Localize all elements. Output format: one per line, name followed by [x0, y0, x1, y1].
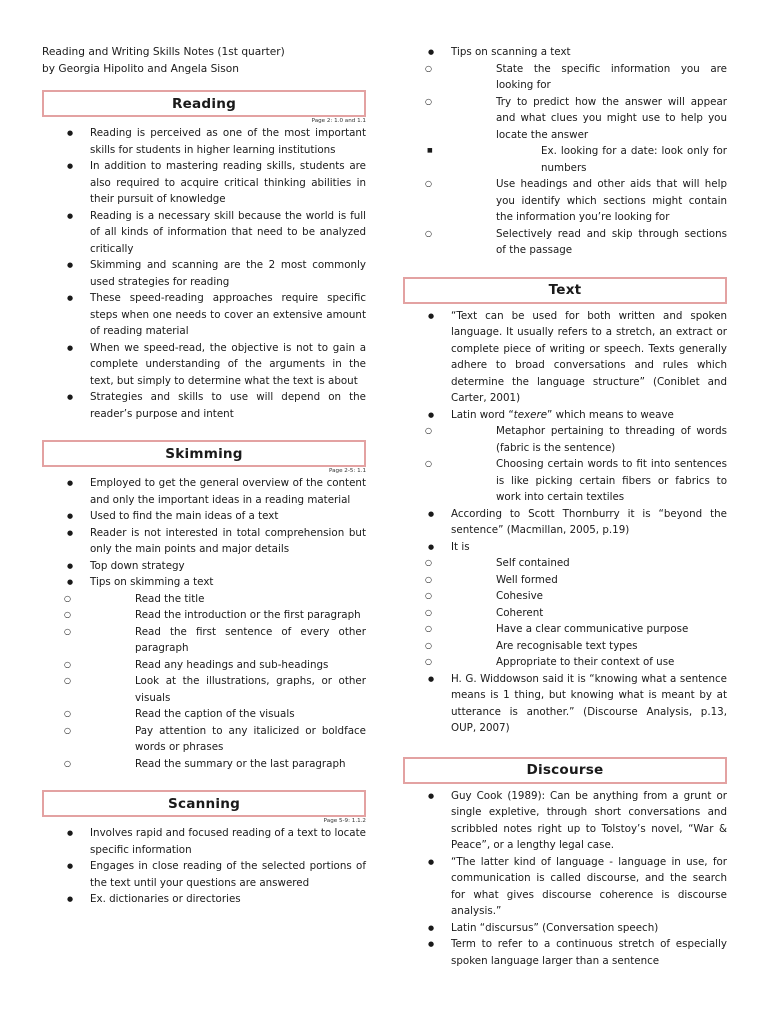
list-item: ● Involves rapid and focused reading of a text to locate specific information [42, 825, 366, 858]
skimming-heading: Skimming [42, 440, 366, 467]
list-item [403, 539, 727, 671]
spacer [42, 772, 366, 790]
list-item: ● Reader is not interested in total comprehension but only the main points and major details [42, 525, 366, 558]
list-item: ● Term to refer to a continuous stretch of especially spoken language larger than a sentence [403, 936, 727, 969]
sub-list-item: ○ Read the summary or the last paragraph [42, 756, 366, 773]
list-item: ● H. G. Widdowson said it is “knowing what a sentence means is 1 thing, but knowing what is meant by at utterance is another.” (Discourse Analysis, p.13, OUP, 2007) [403, 671, 727, 737]
scanning-list [42, 825, 366, 908]
sub-list-item: ○ Coherent [403, 605, 727, 622]
list-item: ● Latin “discursus” (Conversation speech) [403, 920, 727, 937]
sub-list-item: ○ Read the caption of the visuals [42, 706, 366, 723]
left-column [42, 44, 366, 908]
latin-word: texere [513, 408, 548, 421]
sub-list-item: ○ State the specific information you are looking for [403, 61, 727, 94]
document-authors: by Georgia Hipolito and Angela Sison [42, 63, 239, 75]
it-is-label: It is [451, 540, 470, 553]
latin-sublist [403, 423, 727, 506]
sub-list-item: ○ Pay attention to any italicized or boldface words or phrases [42, 723, 366, 756]
latin-after: ” which means to weave [547, 408, 674, 421]
document-header [42, 44, 366, 78]
sub-list-item [403, 94, 727, 177]
spacer [42, 422, 366, 440]
sub-list-item: ○ Metaphor pertaining to threading of words (fabric is the sentence) [403, 423, 727, 456]
scanning-tips-sublist [403, 61, 727, 259]
sub-list-item: ○ Choosing certain words to fit into sentences is like picking certain fibers or fabrics to work into certain textiles [403, 456, 727, 506]
list-item: ● Top down strategy [42, 558, 366, 575]
skimming-list [42, 475, 366, 772]
sub-list-item: ○ Read any headings and sub-headings [42, 657, 366, 674]
scanning-tips-label: Tips on scanning a text [451, 46, 571, 58]
discourse-list [403, 788, 727, 970]
list-item: ● Reading is a necessary skill because the world is full of all kinds of information that need to be analyzed critically [42, 208, 366, 258]
list-item: ● When we speed-read, the objective is not to gain a complete understanding of the arguments in the text, but simply to determine what the text is about [42, 340, 366, 390]
text-heading: Text [403, 277, 727, 304]
list-item: ● “Text can be used for both written and spoken language. It usually refers to a stretch, an extract or complete piece of writing or speech. Texts generally adhere to broad conversations and rules which determine the language structure” (Coniblet and Carter, 2001) [403, 308, 727, 407]
list-item [403, 407, 727, 506]
sub-list-item: ○ Read the title [42, 591, 366, 608]
sub-list-item: ○ Selectively read and skip through sections of the passage [403, 226, 727, 259]
skimming-tips-label: Tips on skimming a text [90, 576, 214, 588]
list-item: ● According to Scott Thornburry it is “beyond the sentence” (Macmillan, 2005, p.19) [403, 506, 727, 539]
sub-list-item: ○ Self contained [403, 555, 727, 572]
list-item: ● Reading is perceived as one of the most important skills for students in higher learning institutions [42, 125, 366, 158]
reading-list [42, 125, 366, 422]
scanning-heading: Scanning [42, 790, 366, 817]
right-column [403, 44, 727, 969]
list-item: ● Guy Cook (1989): Can be anything from a grunt or single expletive, through short conversations and scribbled notes right up to Tolstoy’s novel, “War & Peace”, or a lengthy legal case. [403, 788, 727, 854]
spacer [403, 737, 727, 757]
sub-list-item: ○ Look at the illustrations, graphs, or other visuals [42, 673, 366, 706]
sub-list-item: ○ Read the introduction or the first paragraph [42, 607, 366, 624]
scanning-tips-list [403, 44, 727, 259]
list-item: ● “The latter kind of language - language in use, for communication is called discourse, and the search for what gives discourse coherence is discourse analysis.” [403, 854, 727, 920]
reading-heading: Reading [42, 90, 366, 117]
it-is-sublist [403, 555, 727, 671]
list-item: ● Ex. dictionaries or directories [42, 891, 366, 908]
text-list [403, 308, 727, 737]
sub-list-item: ○ Read the first sentence of every other paragraph [42, 624, 366, 657]
scanning-sub-tip-list [403, 143, 727, 176]
list-item: ● In addition to mastering reading skills, students are also required to acquire critical thinking abilities in their pursuit of knowledge [42, 158, 366, 208]
list-item: ● Skimming and scanning are the 2 most commonly used strategies for reading [42, 257, 366, 290]
scanning-page-ref: Page 5-9: 1.1.2 [323, 818, 366, 824]
list-item: ● Strategies and skills to use will depend on the reader’s purpose and intent [42, 389, 366, 422]
list-item [42, 574, 366, 772]
list-item: ● These speed-reading approaches require specific steps when one needs to cover an extensive amount of reading material [42, 290, 366, 340]
sub-list-item: ○ Appropriate to their context of use [403, 654, 727, 671]
list-item: ● Used to find the main ideas of a text [42, 508, 366, 525]
skimming-tips-list [42, 591, 366, 773]
sub-list-item: ○ Use headings and other aids that will help you identify which sections might contain the information you’re looking for [403, 176, 727, 226]
document-title: Reading and Writing Skills Notes (1st quarter) [42, 46, 285, 58]
sub-list-item: ○ Well formed [403, 572, 727, 589]
list-item [403, 44, 727, 259]
spacer [403, 259, 727, 277]
sub-list-item: ○ Are recognisable text types [403, 638, 727, 655]
sub-list-text: Try to predict how the answer will appear and what clues you might use to help you locate the answer [496, 95, 727, 141]
sub-list-item: ○ Have a clear communicative purpose [403, 621, 727, 638]
list-item: ● Employed to get the general overview of the content and only the important ideas in a reading material [42, 475, 366, 508]
sub-list-item: ○ Cohesive [403, 588, 727, 605]
list-item: ● Engages in close reading of the selected portions of the text until your questions are answered [42, 858, 366, 891]
sub-sub-list-item: ■ Ex. looking for a date: look only for numbers [403, 143, 727, 176]
latin-before: Latin word “ [451, 408, 514, 421]
skimming-page-ref: Page 2-5: 1.1 [328, 468, 366, 474]
reading-page-ref: Page 2: 1.0 and 1.1 [311, 118, 366, 124]
discourse-heading: Discourse [403, 757, 727, 784]
